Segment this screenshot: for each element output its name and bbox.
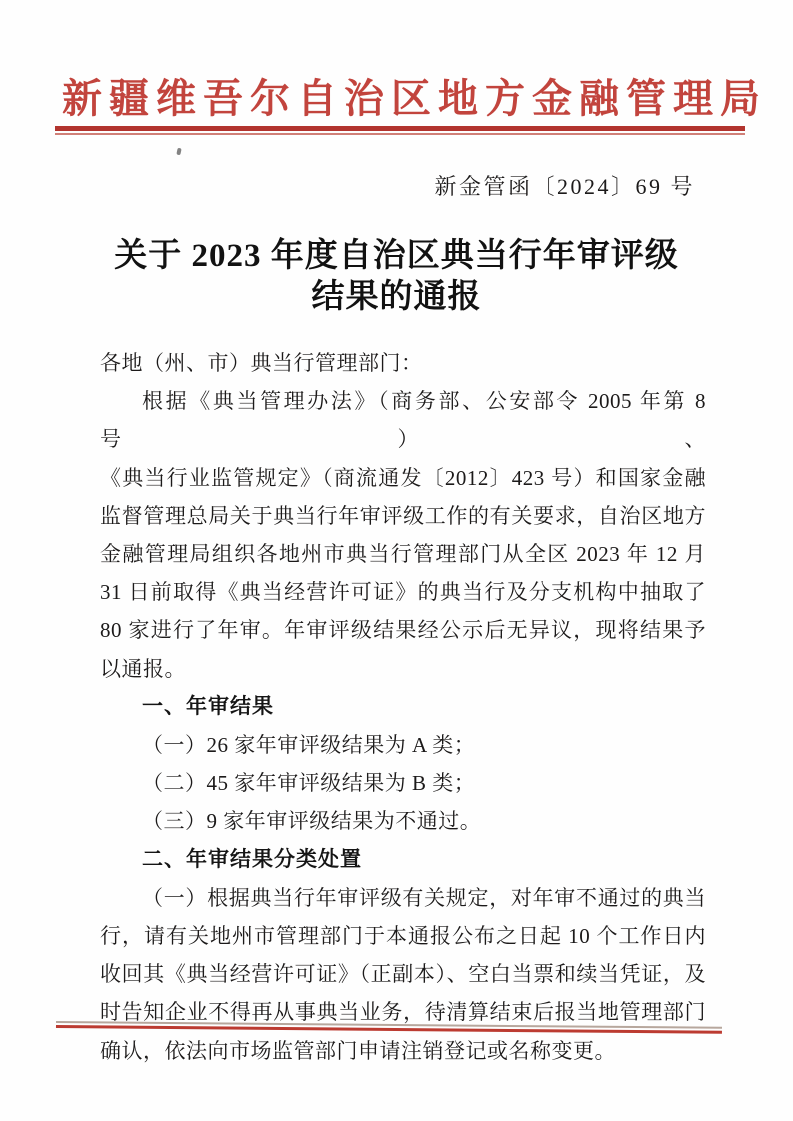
document-number: 新金管函〔2024〕69 号 xyxy=(434,174,695,199)
title-line-1: 关于 2023 年度自治区典当行年审评级 xyxy=(114,238,679,274)
body-line: 时告知企业不得再从事典当业务，待清算结束后报当地管理部门 xyxy=(100,1000,706,1025)
letterhead xyxy=(55,76,767,135)
scan-artifact-dot xyxy=(176,148,181,156)
body-line: （二）45 家年审评级结果为 B 类； xyxy=(142,771,476,796)
document-body xyxy=(100,344,706,1070)
body-line: 行，请有关地州市管理部门于本通报公布之日起 10 个工作日内 xyxy=(100,924,706,949)
title-line-2: 结果的通报 xyxy=(311,279,482,315)
body-lines xyxy=(100,382,706,1070)
body-line: 80 家进行了年审。年审评级结果经公示后无异议，现将结果予 xyxy=(100,618,706,643)
body-line: 收回其《典当经营许可证》（正副本）、空白当票和续当凭证，及 xyxy=(100,962,706,987)
body-line: 31 日前取得《典当经营许可证》的典当行及分支机构中抽取了 xyxy=(100,580,706,605)
agency-name: 新疆维吾尔自治区地方金融管理局 xyxy=(62,76,767,121)
document-title xyxy=(0,236,793,318)
body-line: （三）9 家年审评级结果为不通过。 xyxy=(142,809,482,834)
body-line: 二、年审结果分类处置 xyxy=(142,847,362,871)
body-line: 监督管理总局关于典当行年审评级工作的有关要求，自治区地方 xyxy=(100,503,706,528)
body-line: 《典当行业监管规定》（商流通发〔2012〕423 号）和国家金融 xyxy=(100,465,706,490)
letterhead-rule-thin xyxy=(55,133,745,135)
body-line: 根据《典当管理办法》（商务部、公安部令 2005 年第 8 号）、 xyxy=(100,389,706,452)
letterhead-rule-thick xyxy=(55,126,745,131)
letterhead-rule xyxy=(55,126,745,135)
body-line: 金融管理局组织各地州市典当行管理部门从全区 2023 年 12 月 xyxy=(100,542,706,567)
body-line: 以通报。 xyxy=(100,656,186,681)
salutation: 各地（州、市）典当行管理部门： xyxy=(100,351,423,375)
body-line: （一）26 家年审评级结果为 A 类； xyxy=(142,733,476,758)
body-line: 一、年审结果 xyxy=(142,694,274,718)
body-line: 确认，依法向市场监管部门申请注销登记或名称变更。 xyxy=(100,1038,616,1063)
body-line: （一）根据典当行年审评级有关规定，对年审不通过的典当 xyxy=(142,885,706,910)
